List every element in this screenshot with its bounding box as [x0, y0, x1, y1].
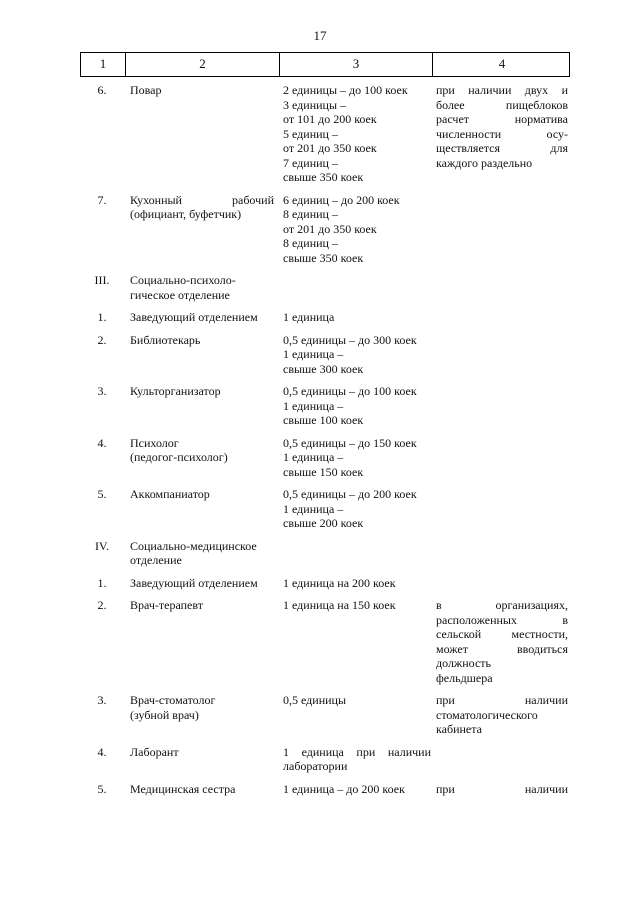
note-line: при наличии двух и: [436, 83, 568, 97]
staffing-norm: [278, 273, 431, 302]
note: [431, 782, 570, 797]
note: [431, 436, 570, 480]
row-number: 4.: [97, 435, 107, 450]
note: [431, 333, 570, 377]
staffing-norm: 0,5 единицы – до 200 коек 1 единица – свыше 200 коек: [283, 487, 417, 530]
position-name: [124, 193, 278, 266]
row-number: 4.: [97, 744, 107, 759]
header-col-2: 2: [125, 53, 279, 76]
header-col-3: 3: [279, 53, 432, 76]
position-name: Заведующий отделением: [130, 575, 258, 590]
position-name: Врач-стоматолог (зубной врач): [130, 693, 216, 722]
note-line: численности осу-: [436, 126, 568, 141]
section-row: [80, 531, 570, 568]
staffing-norm: 0,5 единицы – до 300 коек 1 единица – свыше 300 коек: [283, 332, 417, 376]
row-number: 2.: [97, 598, 107, 612]
staffing-norm: 2 единицы – до 100 коек 3 единицы – от 101 до 200 коек 5 единиц – от 201 до 350 коек 7 единиц – свыше 350 коек: [283, 83, 408, 184]
staffing-norm: [278, 539, 431, 568]
row-number: 1.: [97, 575, 107, 590]
section-row: [80, 265, 570, 302]
section-title: Социально-психоло- гическое отделение: [130, 273, 236, 302]
table-row: [80, 685, 570, 737]
position-name: Врач-терапевт: [130, 598, 203, 612]
position-name: Психолог (педогог-психолог): [130, 435, 228, 464]
row-number: 6.: [97, 83, 107, 97]
staffing-norm-line: 1 единица при наличии: [283, 744, 431, 759]
staffing-norm: 1 единица на 200 коек: [283, 575, 396, 590]
note-line: более пищеблоков: [436, 97, 568, 112]
section-number: IV.: [94, 538, 110, 553]
row-number: 2.: [97, 332, 107, 347]
row-number: 7.: [97, 192, 107, 207]
note-line: должность: [436, 656, 491, 670]
staffing-table: [80, 52, 570, 796]
note-line: в организациях,: [436, 598, 568, 612]
section-title: Социально-медицинское отделение: [130, 538, 257, 567]
note: [431, 539, 570, 568]
header-col-4: 4: [432, 53, 571, 76]
note-line: кабинета: [436, 722, 482, 736]
staffing-norm: 0,5 единицы – до 100 коек 1 единица – свыше 100 коек: [283, 384, 417, 427]
note-line: расчет норматива: [436, 112, 568, 126]
note-line: при наличии: [436, 693, 568, 707]
note-line: сельской местности,: [436, 627, 568, 641]
staffing-norm: 0,5 единицы – до 150 коек 1 единица – свыше 150 коек: [283, 435, 417, 479]
position-name: Заведующий отделением: [130, 310, 258, 324]
table-header-row: [80, 52, 570, 77]
note: [431, 693, 570, 737]
note-line: стоматологического: [436, 707, 538, 722]
note-line: ществляется для: [436, 141, 568, 155]
position-name: Лаборант: [130, 744, 179, 759]
note: [431, 83, 570, 185]
position-name: Библиотекарь: [130, 332, 201, 347]
note-line: расположенных в: [436, 612, 568, 627]
staffing-norm: 0,5 единицы: [283, 693, 347, 707]
row-number: 1.: [97, 310, 107, 324]
position-name: Культорганизатор: [130, 384, 221, 398]
position-name-line: Кухонный рабочий: [130, 192, 274, 207]
table-row: [80, 325, 570, 377]
row-number: 3.: [97, 384, 107, 398]
row-number: 5.: [97, 487, 107, 501]
table-row: [80, 774, 570, 797]
position-name: Аккомпаниатор: [130, 487, 210, 501]
note: [431, 310, 570, 325]
position-name-line: (официант, буфетчик): [130, 207, 242, 221]
staffing-norm: 1 единица: [283, 310, 335, 324]
table-row: [80, 185, 570, 266]
table-row: [80, 428, 570, 480]
table-row: [80, 376, 570, 428]
note-line: может вводиться: [436, 641, 568, 656]
staffing-norm: 1 единица на 150 коек: [283, 598, 396, 612]
row-number: 5.: [97, 781, 107, 796]
note: [431, 576, 570, 591]
position-name: Повар: [130, 83, 162, 97]
table-row: [80, 302, 570, 325]
position-name: Медицинская сестра: [130, 781, 236, 796]
table-row: [80, 479, 570, 531]
section-number: III.: [94, 273, 110, 287]
row-number: 3.: [97, 693, 107, 707]
note: [431, 487, 570, 531]
note: [431, 273, 570, 302]
table-row: [80, 590, 570, 685]
table-row: [80, 568, 570, 591]
note-line: при наличии: [436, 781, 568, 796]
staffing-norm: 6 единиц – до 200 коек 8 единиц – от 201 до 350 коек 8 единиц – свыше 350 коек: [283, 192, 400, 265]
header-col-1: 1: [99, 56, 107, 72]
note: [431, 745, 570, 774]
table-row: [80, 737, 570, 774]
note: [431, 193, 570, 266]
page-number: 17: [313, 28, 327, 43]
note: [431, 384, 570, 428]
note: [431, 598, 570, 685]
staffing-norm-line: лаборатории: [283, 759, 348, 773]
note-line: фельдшера: [436, 670, 493, 685]
staffing-norm: [278, 745, 431, 774]
staffing-norm: 1 единица – до 200 коек: [283, 781, 405, 796]
table-row: [80, 77, 570, 185]
note-line: каждого раздельно: [436, 155, 533, 170]
